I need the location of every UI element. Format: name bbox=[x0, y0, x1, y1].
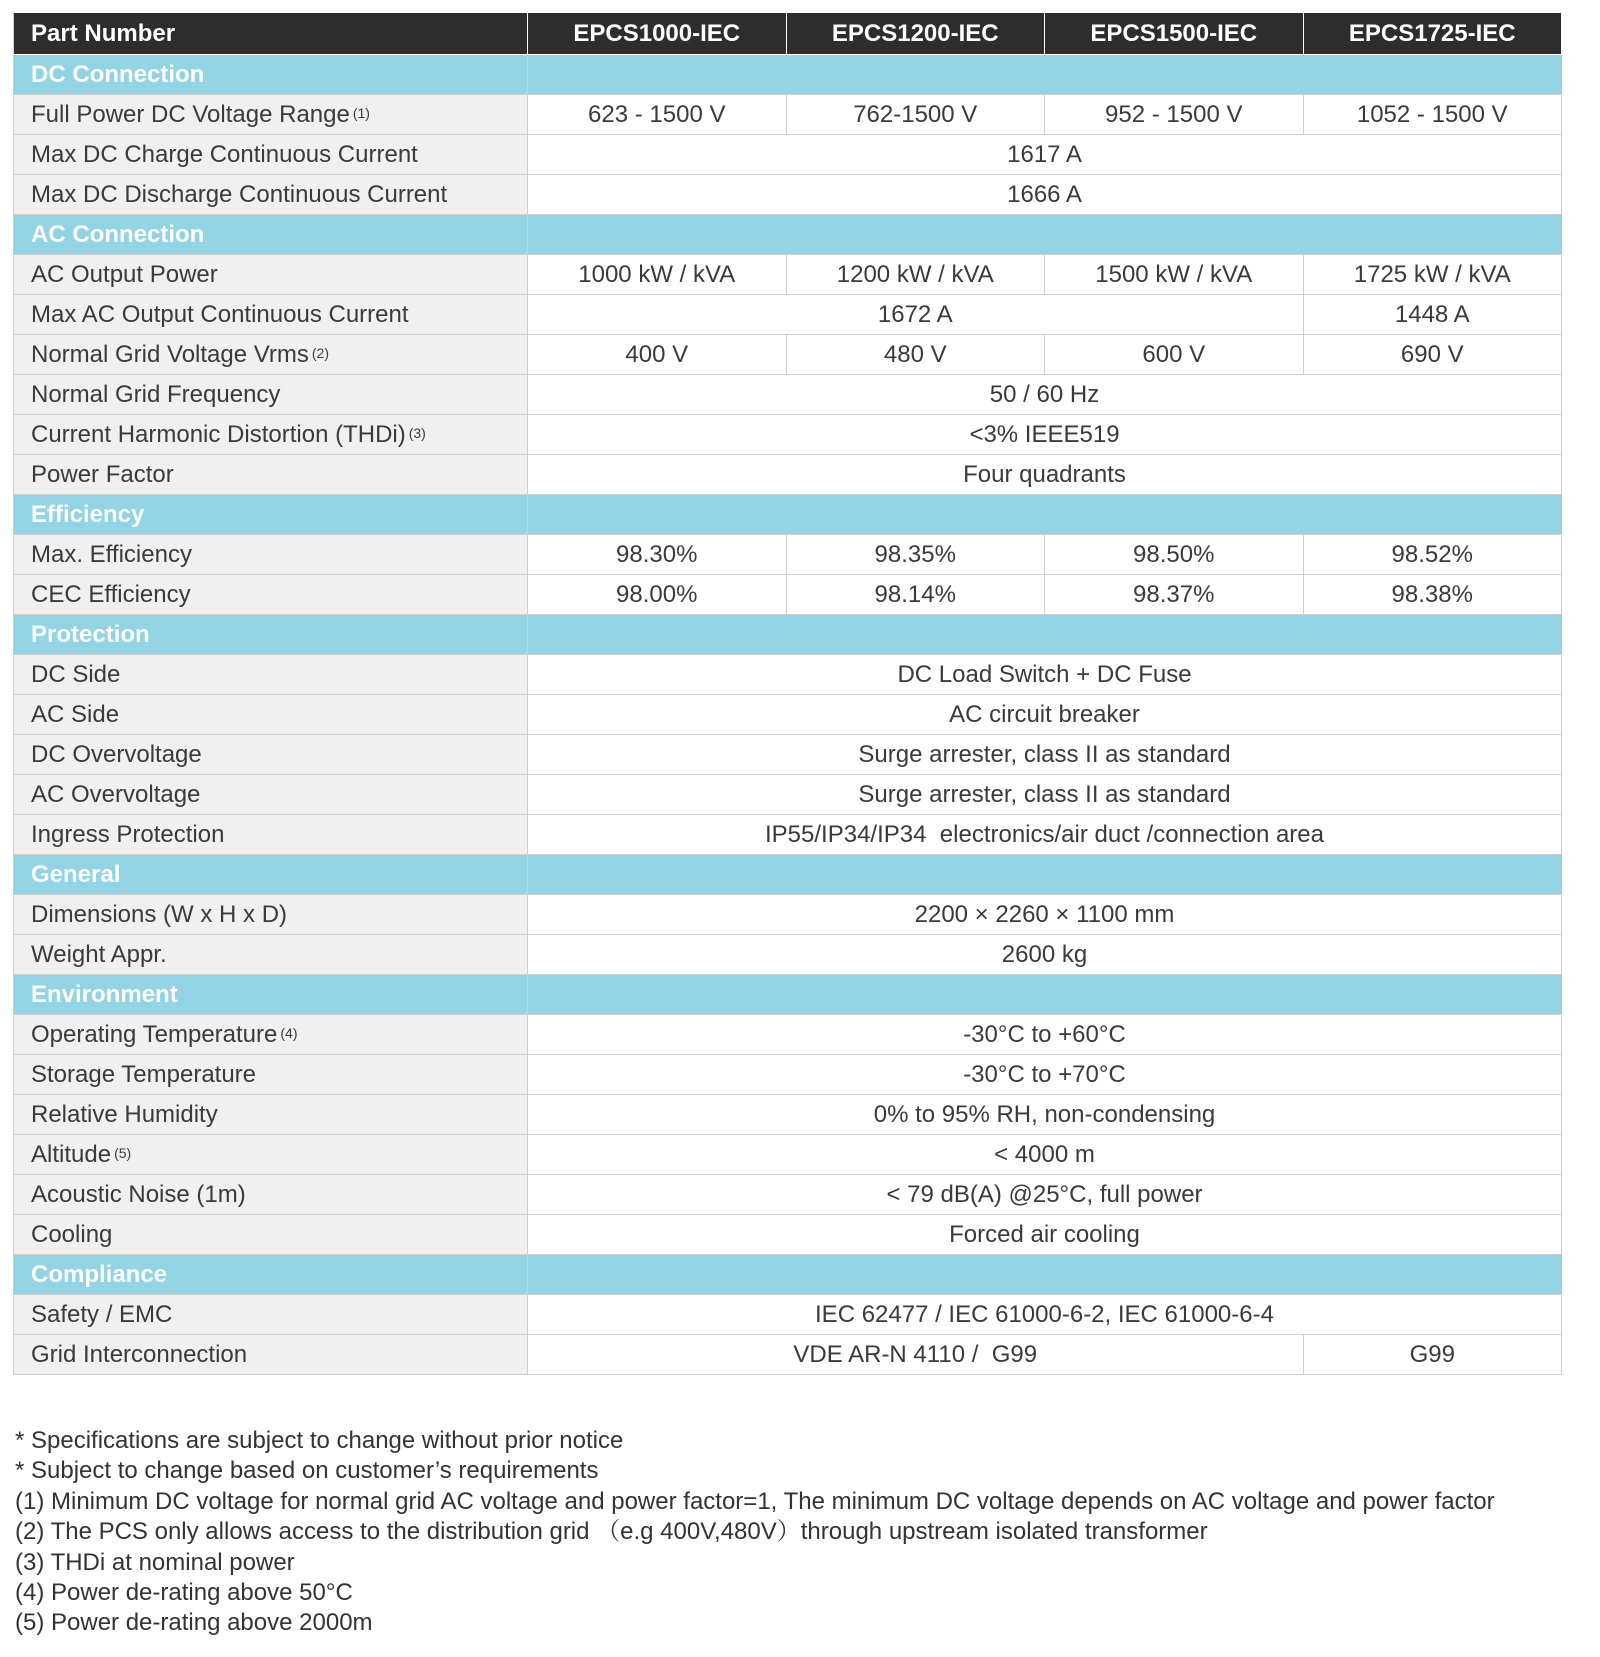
cell-value: Surge arrester, class II as standard bbox=[528, 775, 1562, 815]
cell-value: 1500 kW / kVA bbox=[1045, 255, 1304, 295]
cell-value: Forced air cooling bbox=[528, 1215, 1562, 1255]
cell-value: 1052 - 1500 V bbox=[1303, 95, 1562, 135]
section-title: Efficiency bbox=[14, 495, 528, 535]
cell-value: 1448 A bbox=[1303, 295, 1562, 335]
table-row bbox=[14, 415, 1562, 455]
header-model: EPCS1500-IEC bbox=[1045, 13, 1304, 55]
row-label: CEC Efficiency bbox=[14, 575, 528, 615]
row-label: DC Side bbox=[14, 655, 528, 695]
cell-value: 762-1500 V bbox=[786, 95, 1045, 135]
section-title: Environment bbox=[14, 975, 528, 1015]
row-label: Full Power DC Voltage Range $^{(1)}$ bbox=[14, 95, 528, 135]
cell-value: 0% to 95% RH, non-condensing bbox=[528, 1095, 1562, 1135]
table-row bbox=[14, 1095, 1562, 1135]
cell-value: Surge arrester, class II as standard bbox=[528, 735, 1562, 775]
table-row bbox=[14, 935, 1562, 975]
cell-value: 2200 × 2260 × 1100 mm bbox=[528, 895, 1562, 935]
footnote-ref: (1) bbox=[352, 104, 370, 121]
footnotes bbox=[15, 1426, 1600, 1639]
row-label: Max DC Discharge Continuous Current bbox=[14, 175, 528, 215]
footnote-line: (5) Power de-rating above 2000m bbox=[15, 1609, 373, 1637]
header-part-number: Part Number bbox=[14, 13, 528, 55]
section-title: Protection bbox=[14, 615, 528, 655]
cell-value: 1200 kW / kVA bbox=[786, 255, 1045, 295]
section-dc-connection bbox=[14, 55, 1562, 95]
row-label: Grid Interconnection bbox=[14, 1335, 528, 1375]
cell-value: 623 - 1500 V bbox=[528, 95, 787, 135]
table-row bbox=[14, 1055, 1562, 1095]
cell-value: 2600 kg bbox=[528, 935, 1562, 975]
section-efficiency bbox=[14, 495, 1562, 535]
cell-value: 1666 A bbox=[528, 175, 1562, 215]
section-title: Compliance bbox=[14, 1255, 528, 1295]
cell-value: -30°C to +70°C bbox=[528, 1055, 1562, 1095]
cell-value: G99 bbox=[1303, 1335, 1562, 1375]
table-row bbox=[14, 1175, 1562, 1215]
row-label: Current Harmonic Distortion (THDi) $^{(3)}$ bbox=[14, 415, 528, 455]
cell-value: 400 V bbox=[528, 335, 787, 375]
row-label: DC Overvoltage bbox=[14, 735, 528, 775]
table-row bbox=[14, 575, 1562, 615]
cell-value: VDE AR-N 4110 / G99 bbox=[528, 1335, 1304, 1375]
cell-value: Four quadrants bbox=[528, 455, 1562, 495]
footnote-line: (1) Minimum DC voltage for normal grid AC voltage and power factor=1, The minimum DC voltage depends on AC voltage and power factor bbox=[15, 1487, 1495, 1515]
row-label: Storage Temperature bbox=[14, 1055, 528, 1095]
cell-value: 50 / 60 Hz bbox=[528, 375, 1562, 415]
section-title: AC Connection bbox=[14, 215, 528, 255]
row-label: Max AC Output Continuous Current bbox=[14, 295, 528, 335]
row-label: Max. Efficiency bbox=[14, 535, 528, 575]
cell-value: -30°C to +60°C bbox=[528, 1015, 1562, 1055]
footnote-line: * Specifications are subject to change without prior notice bbox=[15, 1427, 624, 1454]
footnote-line: (4) Power de-rating above 50°C bbox=[15, 1579, 353, 1607]
table-row bbox=[14, 895, 1562, 935]
cell-value: 952 - 1500 V bbox=[1045, 95, 1304, 135]
section-compliance bbox=[14, 1255, 1562, 1295]
table-row bbox=[14, 695, 1562, 735]
spec-table bbox=[13, 12, 1562, 1375]
cell-value: 600 V bbox=[1045, 335, 1304, 375]
table-row bbox=[14, 375, 1562, 415]
row-label: Acoustic Noise (1m) bbox=[14, 1175, 528, 1215]
row-label: Ingress Protection bbox=[14, 815, 528, 855]
row-label: AC Overvoltage bbox=[14, 775, 528, 815]
cell-value: < 4000 m bbox=[528, 1135, 1562, 1175]
footnote-line: * Subject to change based on customer’s requirements bbox=[15, 1457, 599, 1485]
cell-value: < 79 dB(A) @25°C, full power bbox=[528, 1175, 1562, 1215]
cell-value: 480 V bbox=[786, 335, 1045, 375]
cell-value: 98.35% bbox=[786, 535, 1045, 575]
row-label: Normal Grid Frequency bbox=[14, 375, 528, 415]
cell-value: 98.14% bbox=[786, 575, 1045, 615]
table-row bbox=[14, 815, 1562, 855]
row-label: Altitude $^{(5)}$ bbox=[14, 1135, 528, 1175]
header-model: EPCS1000-IEC bbox=[528, 13, 787, 55]
table-row bbox=[14, 535, 1562, 575]
cell-value: 98.00% bbox=[528, 575, 787, 615]
row-label: Weight Appr. bbox=[14, 935, 528, 975]
row-label: Operating Temperature $^{(4)}$ bbox=[14, 1015, 528, 1055]
section-title: General bbox=[14, 855, 528, 895]
section-environment bbox=[14, 975, 1562, 1015]
table-row bbox=[14, 775, 1562, 815]
header-model: EPCS1725-IEC bbox=[1303, 13, 1562, 55]
table-row bbox=[14, 1015, 1562, 1055]
cell-value: 98.50% bbox=[1045, 535, 1304, 575]
table-row bbox=[14, 735, 1562, 775]
row-label: Power Factor bbox=[14, 455, 528, 495]
row-label: Max DC Charge Continuous Current bbox=[14, 135, 528, 175]
table-row bbox=[14, 655, 1562, 695]
row-label: Relative Humidity bbox=[14, 1095, 528, 1135]
table-row bbox=[14, 455, 1562, 495]
table-row bbox=[14, 1135, 1562, 1175]
section-ac-connection bbox=[14, 215, 1562, 255]
row-label: Dimensions (W x H x D) bbox=[14, 895, 528, 935]
cell-value: <3% IEEE519 bbox=[528, 415, 1562, 455]
cell-value: 690 V bbox=[1303, 335, 1562, 375]
row-label: Safety / EMC bbox=[14, 1295, 528, 1335]
table-row bbox=[14, 1335, 1562, 1375]
row-label: Normal Grid Voltage Vrms $^{(2)}$ bbox=[14, 335, 528, 375]
section-general bbox=[14, 855, 1562, 895]
table-row bbox=[14, 95, 1562, 135]
footnote-ref: (2) bbox=[311, 344, 329, 361]
footnote-line: (2) The PCS only allows access to the distribution grid （e.g 400V,480V）through upstream isolated transformer bbox=[15, 1518, 1208, 1546]
cell-value: DC Load Switch + DC Fuse bbox=[528, 655, 1562, 695]
cell-value: 1672 A bbox=[528, 295, 1304, 335]
cell-value: AC circuit breaker bbox=[528, 695, 1562, 735]
section-protection bbox=[14, 615, 1562, 655]
cell-value: 1617 A bbox=[528, 135, 1562, 175]
row-label: Cooling bbox=[14, 1215, 528, 1255]
table-row bbox=[14, 255, 1562, 295]
cell-value: 98.52% bbox=[1303, 535, 1562, 575]
cell-value: IEC 62477 / IEC 61000-6-2, IEC 61000-6-4 bbox=[528, 1295, 1562, 1335]
footnote-ref: (4) bbox=[280, 1024, 298, 1041]
table-row bbox=[14, 1215, 1562, 1255]
table-row bbox=[14, 335, 1562, 375]
cell-value: 98.30% bbox=[528, 535, 787, 575]
table-row bbox=[14, 175, 1562, 215]
table-row bbox=[14, 1295, 1562, 1335]
header-row bbox=[14, 13, 1562, 55]
footnote-ref: (5) bbox=[114, 1144, 132, 1161]
cell-value: IP55/IP34/IP34 electronics/air duct /connection area bbox=[528, 815, 1562, 855]
row-label: AC Side bbox=[14, 695, 528, 735]
footnote-ref: (3) bbox=[408, 424, 426, 441]
cell-value: 1725 kW / kVA bbox=[1303, 255, 1562, 295]
header-model: EPCS1200-IEC bbox=[786, 13, 1045, 55]
cell-value: 98.38% bbox=[1303, 575, 1562, 615]
row-label: AC Output Power bbox=[14, 255, 528, 295]
cell-value: 98.37% bbox=[1045, 575, 1304, 615]
section-title: DC Connection bbox=[14, 55, 528, 95]
table-row bbox=[14, 295, 1562, 335]
cell-value: 1000 kW / kVA bbox=[528, 255, 787, 295]
table-row bbox=[14, 135, 1562, 175]
footnote-line: (3) THDi at nominal power bbox=[15, 1548, 295, 1576]
